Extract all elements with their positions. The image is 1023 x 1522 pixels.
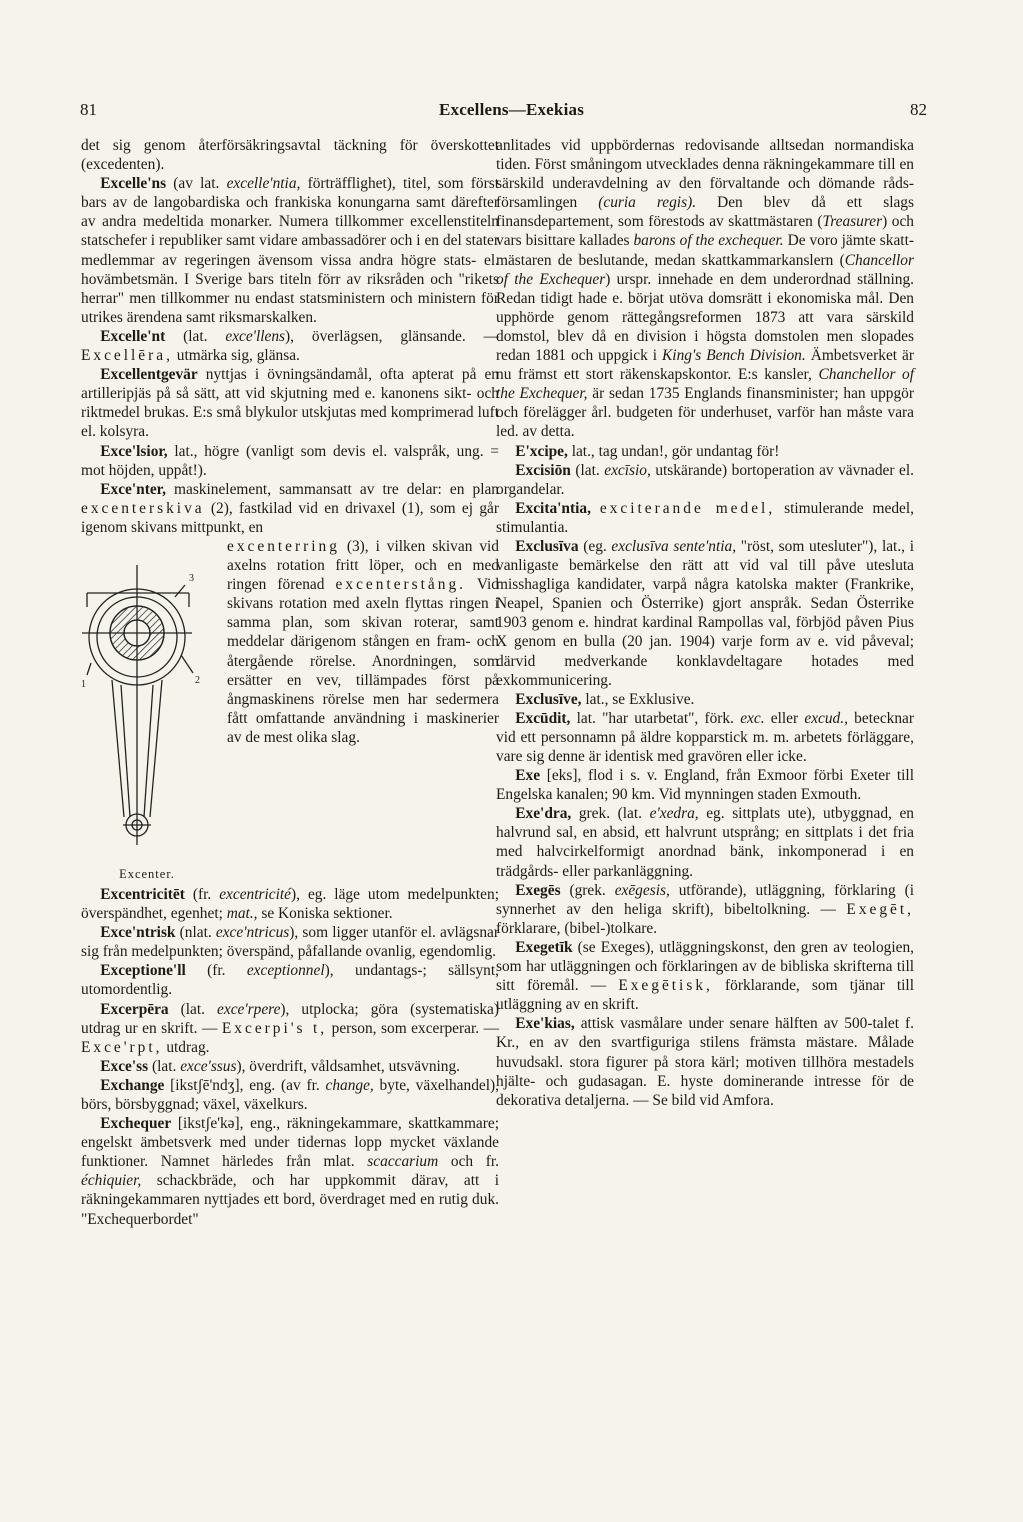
entry-exeges: Exegēs (grek. exēgesis, utförande), utläggning, förklaring (i synnerhet av den heliga skrift), bibeltolkning. — Exegēt, förklarare, (bibel-)tolkare. [496, 881, 914, 937]
entry-exclusiva: Exclusīva (eg. exclusīva sente'ntia, "röst, som utesluter"), lat., i vanligaste bemärkelse den rätt att vid val till påve utesluta misshagliga kandidater, varpå några katolska makter (Frankrike, Neapel, Spanien och Österrike) gjort anspråk. Sedan Österrike 1903 genom e. hindrat kardinal Rampollas val, förbjöd påven Pius X genom en bulla (20 jan. 1904) varje form av e. vid påveval; därvid medverkande konklavdeltagare hotades med exkommunicering. [496, 537, 914, 689]
page-number-left: 81 [80, 100, 97, 119]
label-2: 2 [195, 674, 200, 686]
entry-excess: Exce'ss (lat. exce'ssus), överdrift, våldsamhet, utsvävning. [100, 1057, 461, 1075]
entry-excudit: Excūdit, lat. "har utarbetat", förk. exc. eller excud., betecknar vid ett personnamn på äldre kopparstick m. m. arbetets förläggare, vare sig denne är identisk med gravören eller icke. [496, 709, 914, 765]
entry-excellent: Excelle'nt (lat. exce'llens), överlägsen, glänsande. — Excellēra, utmärka sig, glänsa. [81, 327, 499, 365]
entry-exchange: Exchange [ikstʃē'ndʒ], eng. (av fr. change, byte, växelhandel), börs, börsbyggnad; växel, växelkurs. [81, 1076, 499, 1113]
entry-exchequer-cont: anlitades vid uppbördernas redovisande alltsedan normandiska tiden. Först småningom utvecklades denna räkningekammare till en särskild underavdelning av den förvaltande och dömande rådsförsamlingen (curia regis). Den blev då ett slags finansdepartement, som förestods av skattmästaren (Treasurer) och vars bisittare kallades barons of the exchequer. De voro jämte skattmästaren de beslutande, medan skattkammarkanslern (Chancellor of the Exchequer) urspr. innehade en dem underordnad ställning. Redan tidigt hade e. börjat utöva domsrätt i ekonomiska mål. Den upphörde genom rättegångsreformen 1873 att vara särskild domstol, blev då en division i högsta domstolen men slopades redan 1881 och uppgick i King's Bench Division. Ämbetsverket är nu främst ett stort räkenskapskontor. E:s kansler, Chanchellor of the Exchequer, är sedan 1735 Englands finansminister; han uppgör och förelägger årl. budgeten för underhuset, varför han måste vara led. av detta. [496, 137, 915, 441]
page-number-right: 82 [910, 100, 927, 119]
entry-excellens: Excelle'ns (av lat. excelle'ntia, förträfflighet), titel, som först bars av de langobardiska och frankiska konungarna samt därefter av andra medeltida monarker. Numera tillkommer excellenstiteln statschefer i republiker samt vidare ambassadörer och i en del stater medlemmar av regeringen ävensom vissa andra högre stats- el. hovämbetsmän. I Sverige bars titeln förr av riksråden och "rikets herrar" men tillkommer nu endast statsministern och ministern för utrikes ärendena samt riksmarskalken. [81, 175, 499, 326]
excenter-figure [77, 545, 217, 885]
entry-excentricitet: Excentricitēt (fr. excentricité), eg. läge utom medelpunkten; överspändhet, egenhet; mat., se Koniska sektioner. [81, 885, 499, 923]
entry-excerpera: Excerpēra (lat. exce'rpere), utplocka; göra (systematiska) utdrag ur en skrift. — Excerpi's t, person, som excerperar. — Exce'rpt, utdrag. [81, 1000, 499, 1056]
left-column [81, 136, 499, 1229]
entry-excentrisk: Exce'ntrisk (nlat. exce'ntricus), som ligger utanför el. avlägsnar sig från medelpunkten; överspänd, påfallande ovanlig, egendomlig. [81, 924, 499, 961]
entry-excenter-cont: excenterring (3), i vilken skivan vid axelns rotation fritt löper, och en med ringen förenad excenterstång. Vid skivans rotation med axeln flyttas ringen i samma plan, som skivan roterar, samt meddelar därigenom stången en fram- och återgående rörelse. Anordningen, som ersätter en vev, tillämpades först på ångmaskinens rörelse men har sedermera fått omfattande användning i maskinerier av de mest olika slag. [227, 537, 499, 746]
entry-excenter: Exce'nter, maskinelement, sammansatt av tre delar: en plan excenterskiva (2), fastkilad vid en drivaxel (1), som ej går igenom skivans mittpunkt, en [81, 480, 499, 536]
entry-excelsior: Exce'lsior, lat., högre (vanligt som devis el. valspråk, ung. = mot höjden, uppåt!). [81, 442, 499, 479]
label-1: 1 [81, 678, 86, 690]
entry-exegetik: Exegetīk (se Exeges), utläggningskonst, den gren av teologien, som har utläggningen och förklaringen av de bibliska skrifterna till sitt föremål. — Exegētisk, förklarande, som tjänar till utläggning av en skrift. [496, 938, 914, 1014]
excenter-diagram [77, 545, 217, 863]
running-head: Excellens—Exekias [438, 100, 585, 119]
entry-exedra: Exe'dra, grek. (lat. e'xedra, eg. sittplats ute), utbyggnad, en halvrund sal, en absid, ett halvrunt utsprång; en sittplats i det fria med halvcirkelformigt anordnad bänk, inkomponerad i en trädgårds- eller parkanläggning. [496, 805, 914, 880]
figure-caption: Excenter. [119, 866, 175, 881]
entry-exclusive: Exclusīve, lat., se Exklusive. [515, 690, 695, 708]
right-column [496, 136, 914, 1110]
entry-exe: Exe [eks], flod i s. v. England, från Exmoor förbi Exeter till Engelska kanalen; 90 km. Vid mynningen staden Exmouth. [496, 767, 914, 804]
entry-excipe: E'xcipe, lat., tag undan!, gör undantag för! [515, 442, 780, 460]
entry-excitantia: Excita'ntia, exciterande medel, stimulerande medel, stimulantia. [496, 499, 914, 536]
label-3: 3 [189, 572, 194, 584]
entry-excision: Excisiōn (lat. excīsio, utskärande) bortoperation av vävnader el. organdelar. [496, 461, 914, 498]
entry-continuation: det sig genom återförsäkringsavtal täckning för överskottet (excedenten). [81, 137, 499, 174]
entry-exceptionell: Exceptione'll (fr. exceptionnel), undantags-; sällsynt, utomordentlig. [81, 962, 499, 999]
entry-exchequer: Exchequer [ikstʃe'kə], eng., räkningekammare, skattkammare; engelskt ämbetsverk med under tidernas lopp mycket växlande funktioner. Namnet härledes från mlat. scaccarium och fr. échiquier, schackbräde, och har uppkommit därav, att i räkningekammaren nyttjades ett bord, överdraget med en rutig duk. "Exchequerbordet" [81, 1115, 500, 1228]
entry-excellentgevar: Excellentgevär nyttjas i övningsändamål, ofta apterat på en artilleripjäs på så sätt, att vid skjutning med e. kanonens sikt- och riktmedel brukas. E:s små blykulor utskjutas med komprimerad luft el. kolsyra. [81, 366, 499, 441]
entry-exekias: Exe'kias, attisk vasmålare under senare hälften av 500-talet f. Kr., en av den svartfiguriga stilens främsta mästare. Målade huvudsakl. stora figurer på stora kärl; motiven tillhöra mestadels hjälte- och gudasagan. E. hyste dominerande intresse för de dekorativa detaljerna. — Se bild vid Amfora. [496, 1015, 914, 1109]
